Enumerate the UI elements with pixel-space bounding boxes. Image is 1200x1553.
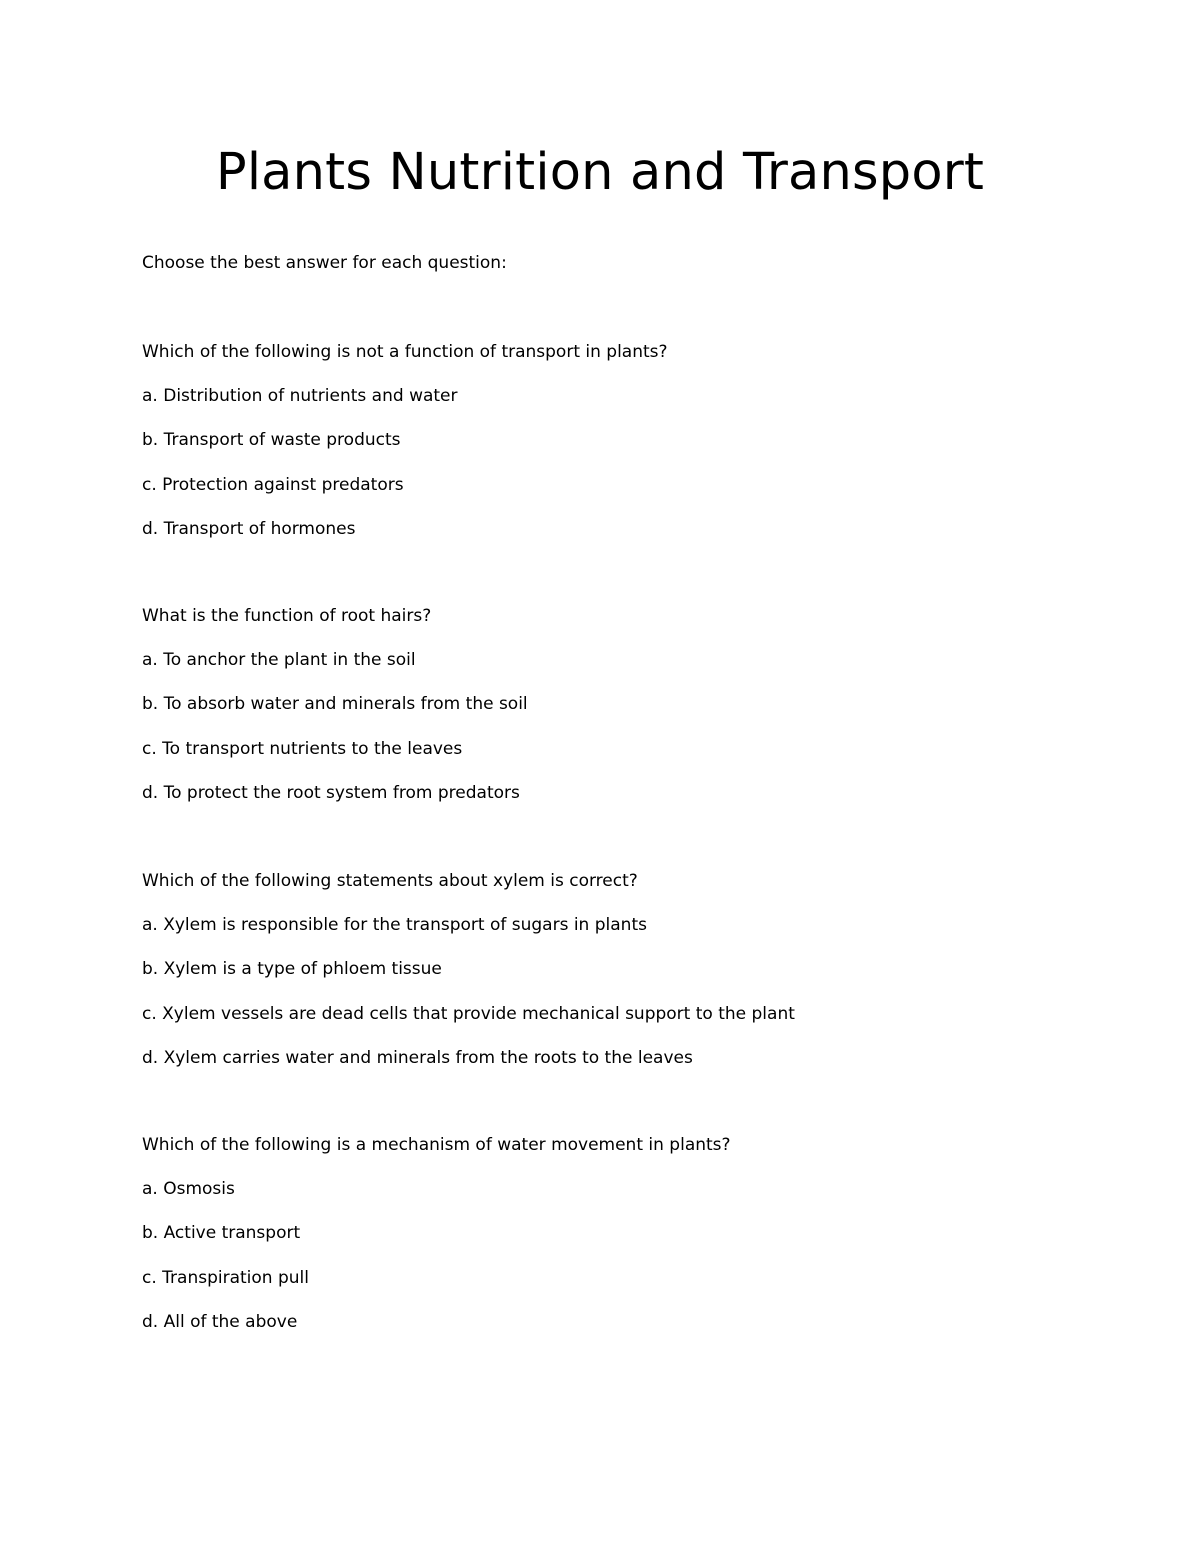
answer-option-c: c. Xylem vessels are dead cells that provide mechanical support to the plant [142,1004,795,1024]
answer-option-b: b. Active transport [142,1223,301,1243]
document-title: Plants Nutrition and Transport [215,143,985,202]
answer-option-a: a. Osmosis [142,1179,235,1199]
question-text: What is the function of root hairs? [142,606,432,626]
answer-option-b: b. To absorb water and minerals from the soil [142,694,528,714]
answer-option-c: c. Transpiration pull [142,1268,309,1288]
answer-option-c: c. Protection against predators [142,475,404,495]
answer-option-d: d. Transport of hormones [142,519,356,539]
question-text: Which of the following statements about xylem is correct? [142,871,638,891]
answer-option-a: a. Xylem is responsible for the transport of sugars in plants [142,915,647,935]
question-text: Which of the following is a mechanism of water movement in plants? [142,1135,731,1155]
answer-option-b: b. Xylem is a type of phloem tissue [142,959,442,979]
answer-option-d: d. All of the above [142,1312,298,1332]
answer-option-c: c. To transport nutrients to the leaves [142,739,463,759]
answer-option-d: d. Xylem carries water and minerals from the roots to the leaves [142,1048,693,1068]
question-text: Which of the following is not a function of transport in plants? [142,342,668,362]
instruction-text: Choose the best answer for each question: [142,253,507,273]
answer-option-a: a. Distribution of nutrients and water [142,386,458,406]
answer-option-a: a. To anchor the plant in the soil [142,650,416,670]
answer-option-d: d. To protect the root system from predators [142,783,520,803]
answer-option-b: b. Transport of waste products [142,430,401,450]
